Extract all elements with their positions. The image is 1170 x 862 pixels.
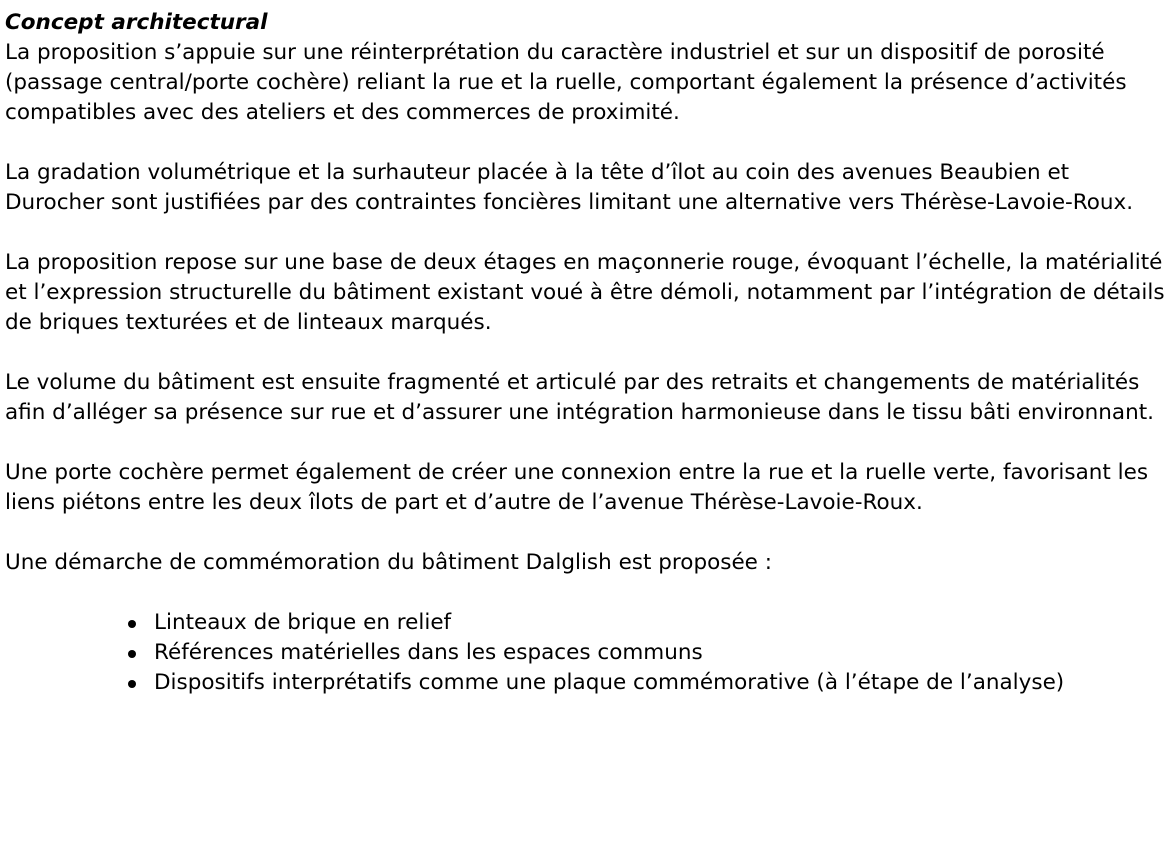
- paragraph-masonry-base: La proposition repose sur une base de deux étages en maçonnerie rouge, évoquant l’échelle, la matérialité et l’expression structurelle du bâtiment existant voué à être démoli, notamment par l’intégration de détails de briques texturées et de linteaux marqués.: [5, 250, 1165, 335]
- list-item: [154, 608, 1084, 638]
- commemoration-list: [5, 608, 1084, 698]
- list-item-text: Linteaux de brique en relief: [154, 610, 452, 635]
- paragraph-commemoration: Une démarche de commémoration du bâtiment Dalglish est proposée :: [5, 550, 772, 575]
- list-item: [154, 638, 1084, 668]
- list-item: [154, 668, 1084, 698]
- bullet-icon: [128, 620, 136, 628]
- document-body: [5, 8, 1167, 698]
- bullet-icon: [128, 680, 136, 688]
- list-item-text: Références matérielles dans les espaces communs: [154, 640, 703, 665]
- list-item-text: Dispositifs interprétatifs comme une plaque commémorative (à l’étape de l’analyse): [154, 670, 1065, 695]
- paragraph-porosity: La proposition s’appuie sur une réinterprétation du caractère industriel et sur un dispositif de porosité (passage central/porte cochère) reliant la rue et la ruelle, comportant également la présence d’activités compatibles avec des ateliers et des commerces de proximité.: [5, 40, 1127, 125]
- paragraph-porte-cochere: Une porte cochère permet également de créer une connexion entre la rue et la ruelle verte, favorisant les liens piétons entre les deux îlots de part et d’autre de l’avenue Thérèse-Lavoie-Roux.: [5, 460, 1149, 515]
- section-heading: Concept architectural: [5, 10, 268, 35]
- paragraph-volumetry: La gradation volumétrique et la surhauteur placée à la tête d’îlot au coin des avenues Beaubien et Durocher sont justifiées par des contraintes foncières limitant une alternative vers Thérèse-Lavoie-Roux.: [5, 160, 1134, 215]
- paragraph-fragmentation: Le volume du bâtiment est ensuite fragmenté et articulé par des retraits et changements de matérialités afin d’alléger sa présence sur rue et d’assurer une intégration harmonieuse dans le tissu bâti environnant.: [5, 370, 1154, 425]
- bullet-icon: [128, 650, 136, 658]
